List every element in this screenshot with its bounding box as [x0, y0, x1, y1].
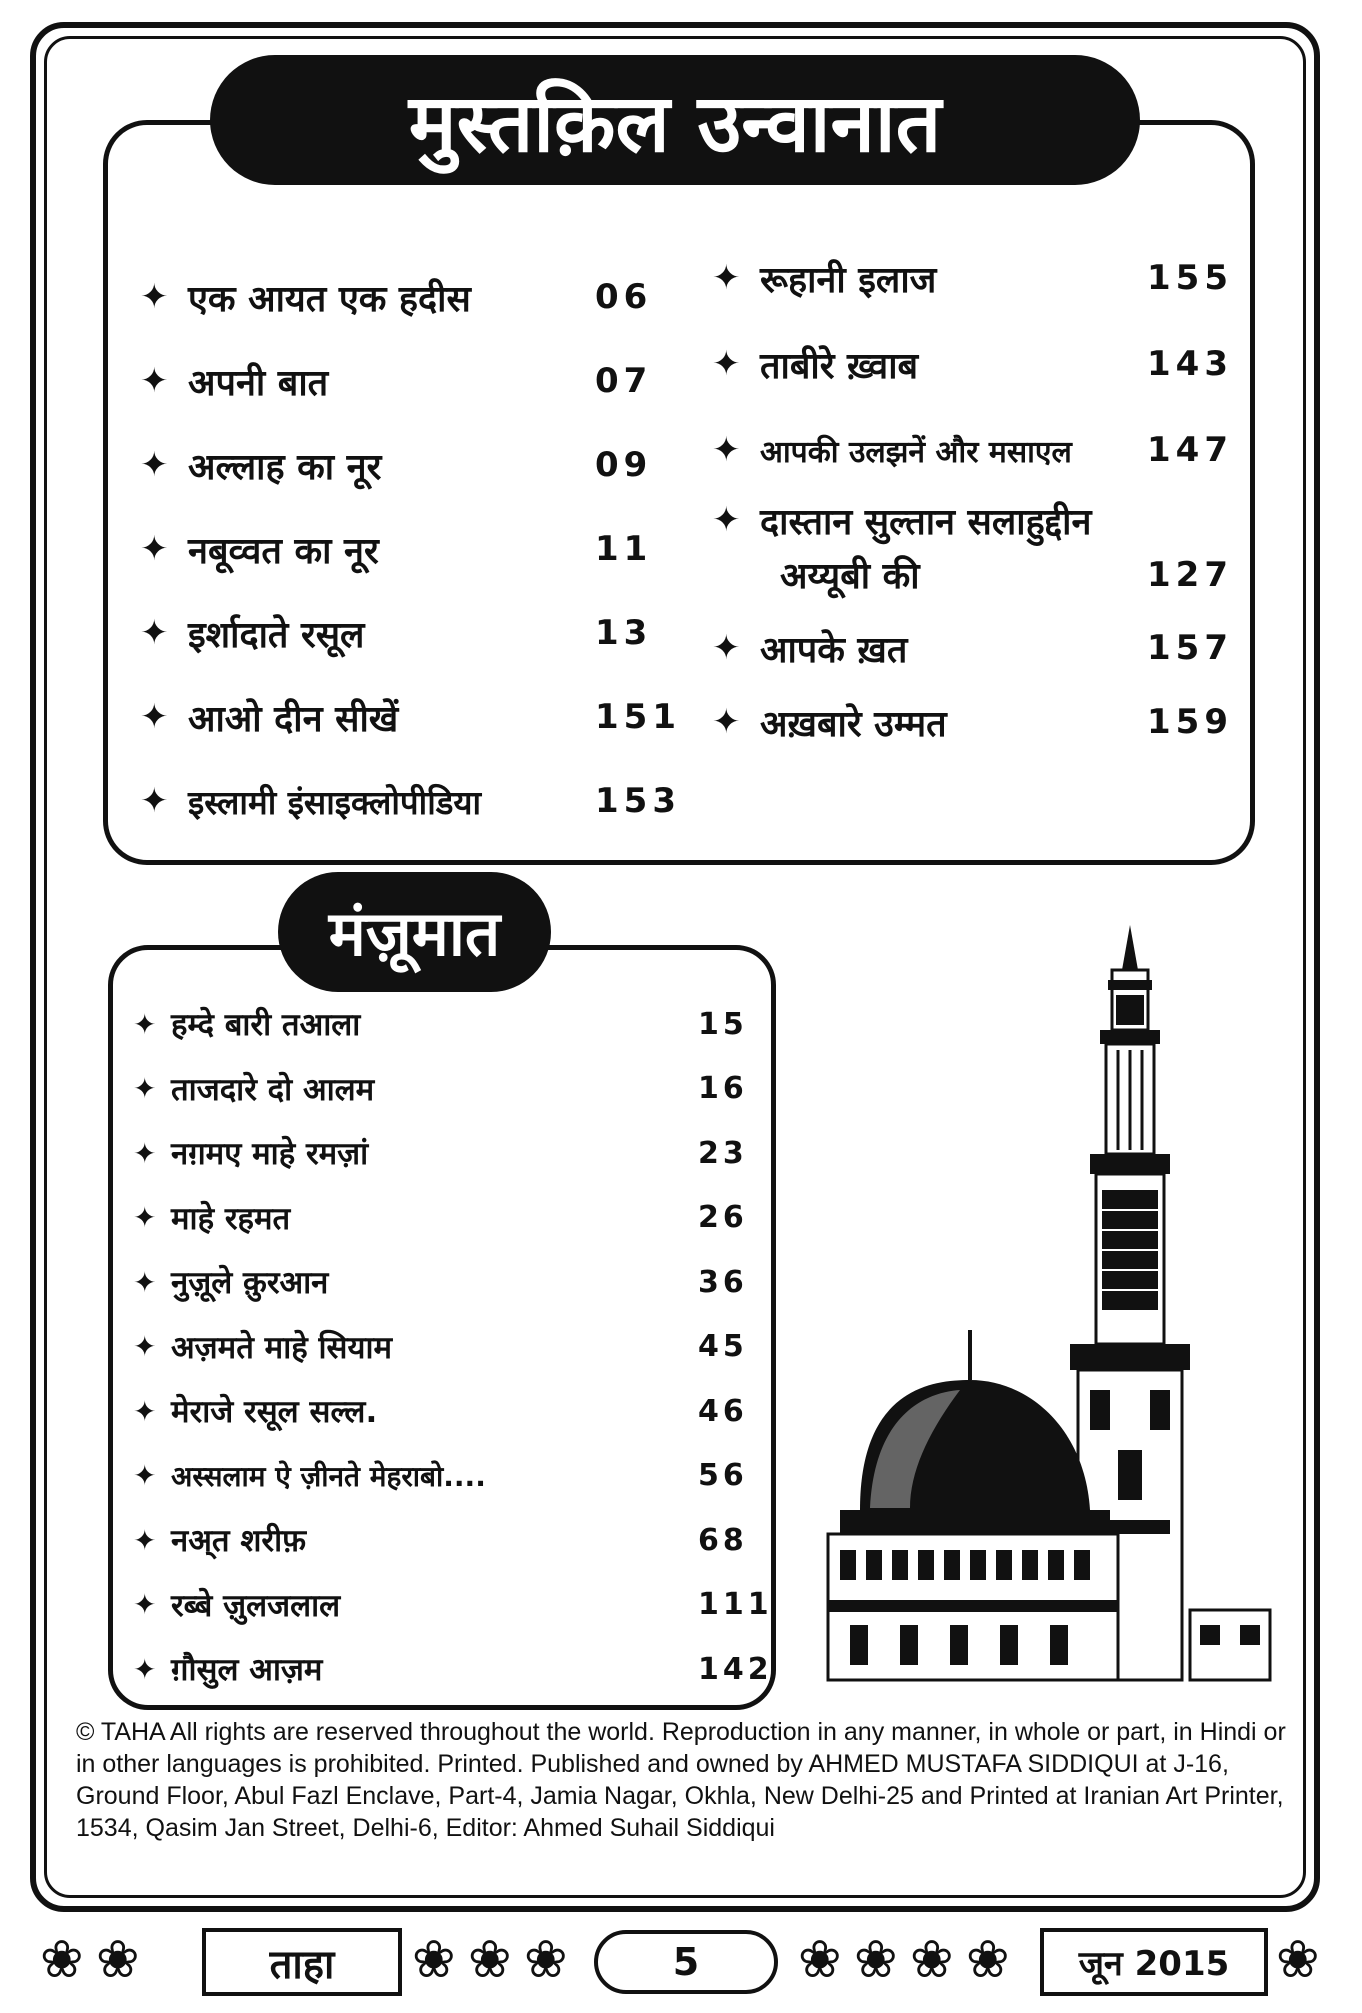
toc-entry-title: ग़ौसुल आज़म — [171, 1652, 323, 1689]
toc-entry — [133, 992, 773, 1057]
diamond-star-icon: ✦ — [140, 361, 169, 401]
toc-entry-title: अपनी बात — [188, 362, 329, 404]
diamond-star-icon: ✦ — [133, 1072, 157, 1106]
flower-icon: ❀ — [966, 1930, 1010, 1990]
issue-date: जून 2015 — [1078, 1944, 1230, 1984]
toc-entry-page: 36 — [698, 1264, 748, 1300]
flower-icon: ❀ — [854, 1930, 898, 1990]
toc-entry-page: 155 — [1147, 258, 1233, 298]
diamond-star-icon: ✦ — [140, 613, 169, 653]
toc-entry — [133, 1057, 773, 1122]
toc-entry-page: 13 — [595, 613, 653, 653]
toc-entry-page: 142 — [698, 1651, 773, 1687]
section-heading-poems: मंज़ूमात — [278, 872, 551, 992]
diamond-star-icon: ✦ — [712, 628, 741, 668]
toc-entry — [712, 235, 1242, 321]
diamond-star-icon: ✦ — [140, 445, 169, 485]
toc-entry-page: 11 — [595, 529, 653, 569]
diamond-star-icon: ✦ — [133, 1394, 157, 1428]
toc-entry-title: इस्लामी इंसाइक्लोपीडिया — [188, 782, 482, 822]
toc-entry-page: 153 — [595, 781, 681, 821]
toc-entry-title: ताबीरे ख़्वाब — [760, 345, 919, 387]
flower-icon: ❀ — [412, 1930, 456, 1990]
toc-entry-title: अख़बारे उम्मत — [760, 703, 947, 745]
toc-entry-title: मेराजे रसूल सल्ल. — [171, 1394, 378, 1431]
toc-entry-page: 159 — [1147, 702, 1233, 742]
diamond-star-icon: ✦ — [133, 1330, 157, 1364]
diamond-star-icon: ✦ — [140, 277, 169, 317]
toc-entry-title: हम्दे बारी तआला — [171, 1007, 361, 1044]
toc-entry-title: नग़मए माहे रमज़ां — [171, 1136, 369, 1173]
issue-date-box — [1040, 1928, 1268, 1996]
mosque-illustration — [800, 910, 1280, 1690]
diamond-star-icon: ✦ — [133, 1136, 157, 1170]
toc-entry-page: 06 — [595, 277, 653, 317]
toc-entry — [712, 407, 1242, 493]
toc-entry — [140, 339, 680, 423]
toc-entry-page: 68 — [698, 1522, 748, 1558]
toc-entry-page: 46 — [698, 1393, 748, 1429]
toc-entry-page: 07 — [595, 361, 653, 401]
regular-columns-right-list — [712, 235, 1242, 759]
flower-icon: ❀ — [524, 1930, 568, 1990]
toc-entry-page: 26 — [698, 1200, 748, 1236]
toc-entry — [140, 675, 680, 759]
toc-entry-title: अज़मते माहे सियाम — [171, 1329, 393, 1366]
poems-list — [133, 992, 773, 1702]
toc-entry-page: 147 — [1147, 430, 1233, 470]
diamond-star-icon: ✦ — [133, 1007, 157, 1041]
toc-entry — [133, 1315, 773, 1380]
toc-entry-title: दास्तान सुल्तान सलाहुद्दीन — [760, 501, 1092, 543]
diamond-star-icon: ✦ — [712, 430, 741, 470]
toc-entry-page: 56 — [698, 1458, 748, 1494]
flower-icon: ❀ — [1276, 1930, 1320, 1990]
toc-entry-title: नबूव्वत का नूर — [188, 530, 379, 572]
diamond-star-icon: ✦ — [712, 344, 741, 384]
regular-columns-left-list — [140, 255, 680, 843]
section-heading-regular-columns: मुस्तक़िल उन्वानात — [210, 55, 1140, 185]
diamond-star-icon: ✦ — [712, 258, 741, 298]
toc-entry-title: नुज़ूले क़ुरआन — [171, 1265, 329, 1302]
toc-entry-page: 157 — [1147, 628, 1233, 668]
toc-entry — [140, 423, 680, 507]
diamond-star-icon: ✦ — [133, 1459, 157, 1493]
toc-entry-page: 127 — [1147, 555, 1233, 595]
toc-entry — [133, 1444, 773, 1509]
mosque-dome-minaret-drawing — [800, 910, 1280, 1690]
toc-entry — [140, 591, 680, 675]
copyright-notice: © TAHA All rights are reserved throughout the world. Reproduction in any manner, in whole or part, in Hindi or in other languages is prohibited. Printed. Published and owned by AHMED MUSTAFA SIDDIQUI at J-16, Ground Floor, Abul Fazl Enclave, Part-4, Jamia Nagar, Okhla, New Delhi-25 and Printed at Iranian Art Printer, 1534, Qasim Jan Street, Delhi-6, Editor: Ahmed Suhail Siddiqui — [76, 1718, 1286, 1842]
toc-entry-title: रूहानी इलाज — [760, 259, 937, 301]
toc-entry-page: 15 — [698, 1006, 748, 1042]
diamond-star-icon: ✦ — [133, 1201, 157, 1235]
toc-entry — [712, 611, 1242, 685]
page-number-box — [594, 1930, 778, 1994]
toc-entry — [133, 1250, 773, 1315]
flower-icon: ❀ — [910, 1930, 954, 1990]
diamond-star-icon: ✦ — [712, 500, 741, 540]
toc-entry — [712, 685, 1242, 759]
toc-entry — [133, 1637, 773, 1702]
diamond-star-icon: ✦ — [133, 1588, 157, 1622]
toc-entry-title: इर्शादाते रसूल — [188, 614, 365, 656]
toc-entry-title: आपके ख़त — [760, 629, 908, 671]
flower-icon: ❀ — [40, 1930, 84, 1990]
diamond-star-icon: ✦ — [133, 1652, 157, 1686]
toc-entry-title: माहे रहमत — [171, 1200, 291, 1237]
toc-entry — [133, 1186, 773, 1251]
toc-entry — [133, 1379, 773, 1444]
flower-icon: ❀ — [468, 1930, 512, 1990]
toc-entry-page: 45 — [698, 1329, 748, 1365]
diamond-star-icon: ✦ — [140, 529, 169, 569]
toc-entry-title: अल्लाह का नूर — [188, 446, 382, 488]
flower-icon: ❀ — [798, 1930, 842, 1990]
diamond-star-icon: ✦ — [140, 781, 169, 821]
toc-entry-title: एक आयत एक हदीस — [188, 278, 471, 320]
footer — [40, 1922, 1330, 2002]
toc-entry-title: ताजदारे दो आलम — [171, 1071, 375, 1108]
toc-entry — [140, 255, 680, 339]
toc-entry-page: 09 — [595, 445, 653, 485]
toc-entry — [140, 507, 680, 591]
toc-entry — [133, 1573, 773, 1638]
toc-entry-title: नअ्त शरीफ़ — [171, 1523, 307, 1560]
toc-entry-title-continued: अय्यूबी की — [780, 555, 920, 597]
toc-entry-page: 143 — [1147, 344, 1233, 384]
toc-entry-title: आपकी उलझनें और मसाएल — [760, 434, 1072, 470]
toc-entry-title: आओ दीन सीखें — [188, 698, 399, 740]
toc-entry-page: 16 — [698, 1071, 748, 1107]
toc-entry-title: रब्बे ज़ुलजलाल — [171, 1587, 341, 1624]
toc-entry — [140, 759, 680, 843]
diamond-star-icon: ✦ — [140, 697, 169, 737]
toc-entry — [712, 321, 1242, 407]
toc-entry-page: 111 — [698, 1587, 773, 1623]
toc-entry — [712, 493, 1242, 611]
magazine-name-box — [202, 1928, 402, 1996]
diamond-star-icon: ✦ — [133, 1265, 157, 1299]
diamond-star-icon: ✦ — [712, 702, 741, 742]
toc-entry-page: 23 — [698, 1135, 748, 1171]
toc-entry-title: अस्सलाम ऐ ज़ीनते मेहराबो.... — [171, 1459, 486, 1493]
toc-entry — [133, 1121, 773, 1186]
flower-icon: ❀ — [96, 1930, 140, 1990]
page-number: 5 — [672, 1940, 700, 1984]
magazine-name: ताहा — [269, 1941, 335, 1988]
diamond-star-icon: ✦ — [133, 1523, 157, 1557]
toc-entry-page: 151 — [595, 697, 681, 737]
toc-entry — [133, 1508, 773, 1573]
